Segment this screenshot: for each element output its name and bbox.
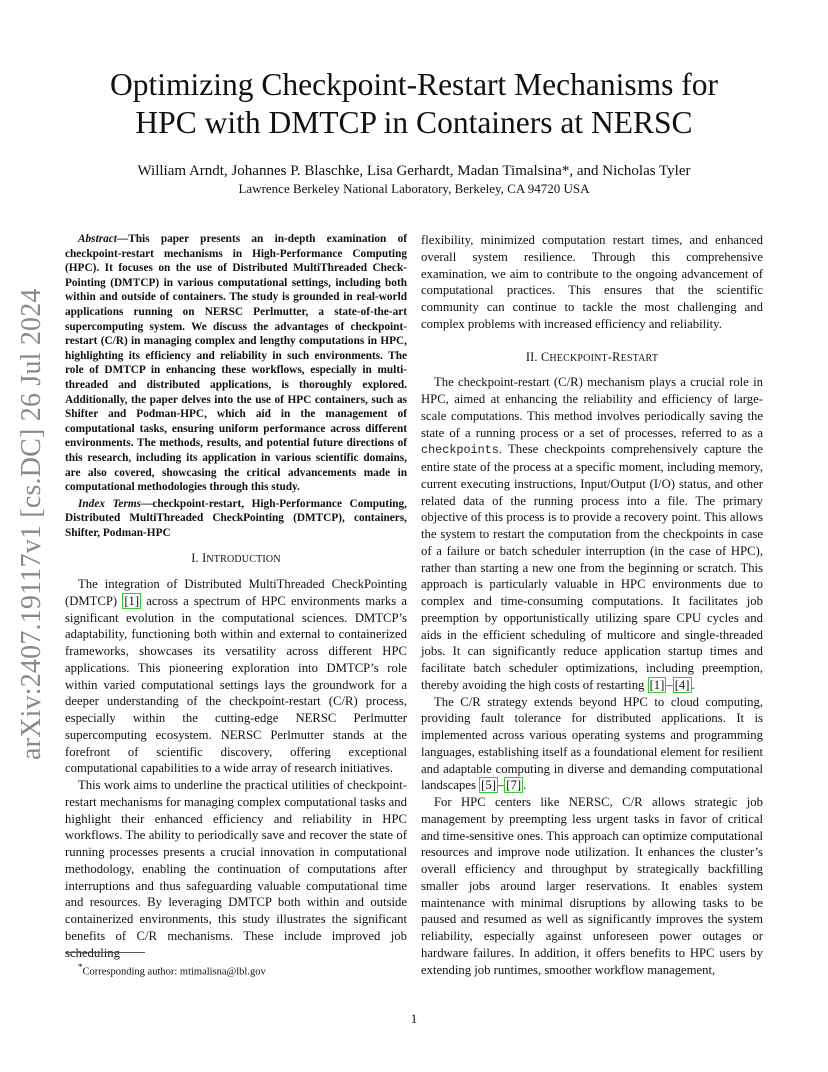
citation-link[interactable]: [4] [674, 677, 690, 692]
page-number: 1 [410, 1011, 418, 1026]
intro-paragraph-2: This work aims to underline the practical utilities of checkpoint-restart mechanisms for managing complex computational tasks and highlight their enhanced efficiency and reliability in HPC workflows. The ability to periodically save and recover the state of running processes presents a crucial innovation in computational methodology, enabling the continuation of computations after interruptions and thus safeguarding valuable computational time and resources. By leveraging DMTCP both within and outside containerized environments, this study illustrates the significant benefits of C/R mechanisms. These include improved job scheduling [65, 778, 407, 960]
checkpoints-code: checkpoints [421, 443, 499, 458]
footnote-divider [65, 952, 145, 953]
index-terms [65, 497, 407, 541]
index-terms-label: Index Terms [78, 497, 142, 510]
author-list: William Arndt, Johannes P. Blaschke, Lisa Gerhardt, Madan Timalsina*, and Nicholas Tyler [137, 163, 691, 179]
continued-paragraph: flexibility, minimized computation restart times, and enhanced overall system resilience. Through this comprehensive examination, we aim to contribute to the ongoing advancement of computational practices. This ensures that the scientific community can continue to tackle the most challenging and complex problems with increased efficiency and reliability. [421, 233, 763, 331]
title-line-2: HPC with DMTCP in Containers at NERSC [135, 105, 693, 140]
cr-paragraph-3: For HPC centers like NERSC, C/R allows strategic job management by preempting less urgent tasks in favor of critical and time-sensitive ones. This approach can optimize computational resources and improve node utilization. It enhances the cluster’s overall efficiency and throughput by strategically backfilling smaller jobs around larger reservations. It enables system maintenance with minimal disruptions by allowing tasks to be paused and resumed as well as significantly improves the system reliability, especially against unforeseen power outages or hardware failures. In addition, it offers benefits to HPC users by extending job runtimes, smoother workflow management, [421, 795, 763, 977]
abstract-text: —This paper presents an in-depth examination of checkpoint-restart mechanisms in High-Performance Computing (HPC). It focuses on the use of Distributed MultiThreaded Check-Pointing (DMTCP) in various computational settings, including both within and outside of containers. The study is grounded in real-world applications running on NERSC Perlmutter, a state-of-the-art supercomputing system. We discuss the advantages of checkpoint-restart (C/R) in managing complex and lengthy computations in HPC, highlighting its efficiency and reliability in such environments. The role of DMTCP in enhancing these workflows, especially in multi-threaded and distributed applications, is thoroughly explored. Additionally, the paper delves into the use of HPC containers, such as Shifter and Podman-HPC, which aid in the management of computational tasks, ensuring uniform performance across different environments. The methods, results, and potential future directions of this research, including its application in various scientific domains, are also covered, showcasing the critical advancements made in computational methodologies through this study. [65, 233, 407, 494]
cr-paragraph-1: The checkpoint-restart (C/R) mechanism plays a crucial role in HPC, aimed at enhancing the reliability and efficiency of large-scale computations. This method involves periodically saving the state of a running process or a set of processes, referred to as a checkpoints. These checkpoints comprehensively capture the entire state of the process at a specific moment, including memory, current executing instructions, Input/Output (I/O) status, and other related data of the running process into a file. The primary objective of this process is to provide a recovery point. This allows the system to restart the computation from the checkpoints in case of a failure or batch scheduler interruption (in the case of HPC), rather than starting a new one from the beginning or scratch. This approach is particularly valuable in HPC environments due to complex and time-consuming computations. It facilitates job preemption by opportunistically utilizing spare CPU cycles and aids in the efficient scheduling of multicore and single-threaded jobs. It can significantly reduce application startup times and facilitate batch scheduler optimizations, including preemption, thereby avoiding the high costs of restarting [1] – [4] . [421, 375, 763, 692]
title-line-1: Optimizing Checkpoint-Restart Mechanisms for [109, 67, 718, 102]
paper-title [60, 66, 768, 142]
section-heading-introduction: I. INTRODUCTION [191, 551, 281, 566]
section-heading-checkpoint-restart: II. CHECKPOINT-RESTART [525, 349, 659, 364]
cr-paragraph-2: The C/R strategy extends beyond HPC to cloud computing, providing fault tolerance for distributed applications. It is implemented across various operating systems and programming languages, establishing itself as a foundational element for resilient and adaptable computing in diverse and demanding computational landscapes [5] – [7] . [421, 694, 763, 793]
citation-link[interactable]: [1] [649, 677, 665, 692]
abstract [65, 232, 407, 495]
affiliation: Lawrence Berkeley National Laboratory, Berkeley, CA 94720 USA [238, 181, 590, 196]
abstract-label: Abstract [78, 233, 117, 245]
citation-link[interactable]: [1] [124, 593, 140, 608]
intro-paragraph-1: The integration of Distributed MultiThreaded CheckPointing (DMTCP) [1] across a spectrum of HPC environments marks a significant evolution in the computational sciences. DMTCP’s adaptability, functioning both within and external to containerized frameworks, showcases its versatility across different HPC applications. This pioneering exploration into DMTCP’s role within varied computational settings lays the groundwork for a deeper understanding of the checkpoint-restart (C/R) process, especially within the cutting-edge NERSC Perlmutter supercomputing ecosystem. NERSC Perlmutter stands at the forefront of scientific discovery, offering exceptional computational capabilities to a wide array of research initiatives. [65, 577, 408, 776]
index-terms-text: —checkpoint-restart, High-Performance Computing, Distributed MultiThreaded CheckPointing (DMTCP), containers, Shifter, Podman-HPC [65, 497, 407, 539]
citation-link[interactable]: [5] [481, 778, 496, 793]
citation-link[interactable]: [7] [506, 778, 522, 793]
footnote: *Corresponding author: mtimalisna@lbl.gov [78, 962, 266, 978]
left-column [65, 232, 407, 961]
arxiv-identifier: arXiv:2407.19117v1 [cs.DC] 26 Jul 2024 [16, 288, 47, 760]
right-column [421, 232, 763, 978]
